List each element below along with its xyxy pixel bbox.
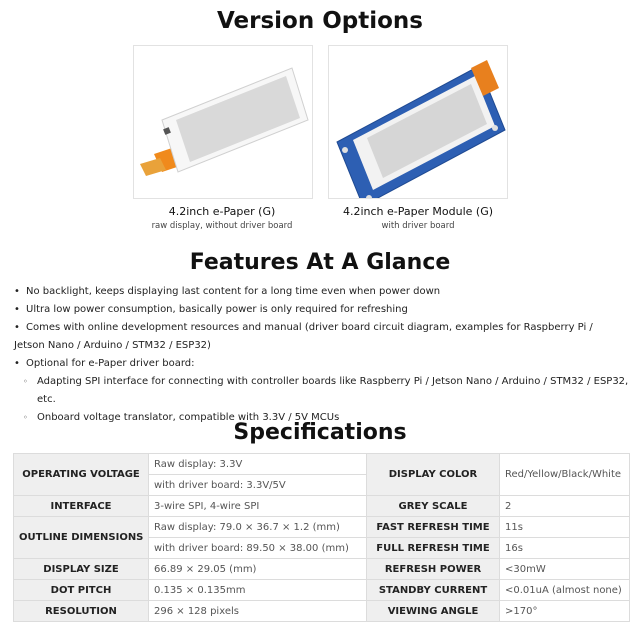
table-row: [14, 496, 630, 517]
feature-item: • Optional for e-Paper driver board:: [14, 355, 634, 373]
features-list: [14, 283, 634, 427]
circle-bullet-icon: ◦: [23, 377, 28, 386]
spec-value: with driver board: 89.50 × 38.00 (mm): [149, 538, 367, 559]
circle-bullet-icon: ◦: [23, 413, 28, 422]
table-row: [14, 454, 630, 475]
version-caption-raw: [122, 205, 322, 231]
epaper-module-illustration: [329, 46, 507, 198]
version-desc: with driver board: [381, 221, 455, 231]
spec-value: <30mW: [500, 559, 630, 580]
version-name: 4.2inch e-Paper (G): [168, 205, 276, 218]
feature-item: • No backlight, keeps displaying last content for a long time even when power down: [14, 283, 634, 301]
spec-value: 296 × 128 pixels: [149, 601, 367, 622]
spec-value: Raw display: 3.3V: [149, 454, 367, 475]
spec-label: RESOLUTION: [14, 601, 149, 622]
feature-item: • Ultra low power consumption, basically power is only required for refreshing: [14, 301, 634, 319]
spec-label: STANDBY CURRENT: [367, 580, 500, 601]
sub-feature-item: ◦ Onboard voltage translator, compatible with 3.3V / 5V MCUs: [14, 409, 634, 427]
table-row: [14, 559, 630, 580]
spec-value: >170°: [500, 601, 630, 622]
spec-value: with driver board: 3.3V/5V: [149, 475, 367, 496]
spec-value: 2: [500, 496, 630, 517]
spec-value: <0.01uA (almost none): [500, 580, 630, 601]
spec-label: REFRESH POWER: [367, 559, 500, 580]
spec-label: OPERATING VOLTAGE: [14, 454, 149, 496]
spec-value: 3-wire SPI, 4-wire SPI: [149, 496, 367, 517]
raw-display-image[interactable]: [133, 45, 313, 199]
sub-feature-item: ◦ Adapting SPI interface for connecting with controller boards like Raspberry Pi / Jetson Nano / Arduino / STM32 / ESP32, etc.: [14, 373, 634, 409]
version-options-title: Version Options: [216, 8, 423, 34]
spec-label: FAST REFRESH TIME: [367, 517, 500, 538]
spec-value: 11s: [500, 517, 630, 538]
module-image[interactable]: [328, 45, 508, 199]
version-desc: raw display, without driver board: [151, 221, 293, 231]
feature-item-continued: Jetson Nano / Arduino / STM32 / ESP32): [14, 340, 211, 351]
specifications-table: [13, 453, 630, 622]
spec-label: GREY SCALE: [367, 496, 500, 517]
spec-label: INTERFACE: [14, 496, 149, 517]
spec-label: FULL REFRESH TIME: [367, 538, 500, 559]
spec-label: DISPLAY SIZE: [14, 559, 149, 580]
table-row: [14, 601, 630, 622]
spec-value: Raw display: 79.0 × 36.7 × 1.2 (mm): [149, 517, 367, 538]
bullet-icon: •: [14, 304, 20, 315]
specifications-title: Specifications: [233, 420, 407, 445]
raw-epaper-illustration: [134, 46, 312, 198]
spec-value: 0.135 × 0.135mm: [149, 580, 367, 601]
version-name: 4.2inch e-Paper Module (G): [342, 205, 494, 218]
bullet-icon: •: [14, 322, 20, 333]
spec-value: 16s: [500, 538, 630, 559]
spec-label: DISPLAY COLOR: [367, 454, 500, 496]
table-row: [14, 580, 630, 601]
feature-item: • Comes with online development resources and manual (driver board circuit diagram, examples for Raspberry Pi /: [14, 319, 634, 337]
table-row: [14, 517, 630, 538]
features-title: Features At A Glance: [189, 250, 451, 275]
spec-value: 66.89 × 29.05 (mm): [149, 559, 367, 580]
version-caption-module: [318, 205, 518, 231]
spec-label: VIEWING ANGLE: [367, 601, 500, 622]
spec-label: OUTLINE DIMENSIONS: [14, 517, 149, 559]
bullet-icon: •: [14, 286, 20, 297]
spec-label: DOT PITCH: [14, 580, 149, 601]
bullet-icon: •: [14, 358, 20, 369]
spec-value: Red/Yellow/Black/White: [500, 454, 630, 496]
